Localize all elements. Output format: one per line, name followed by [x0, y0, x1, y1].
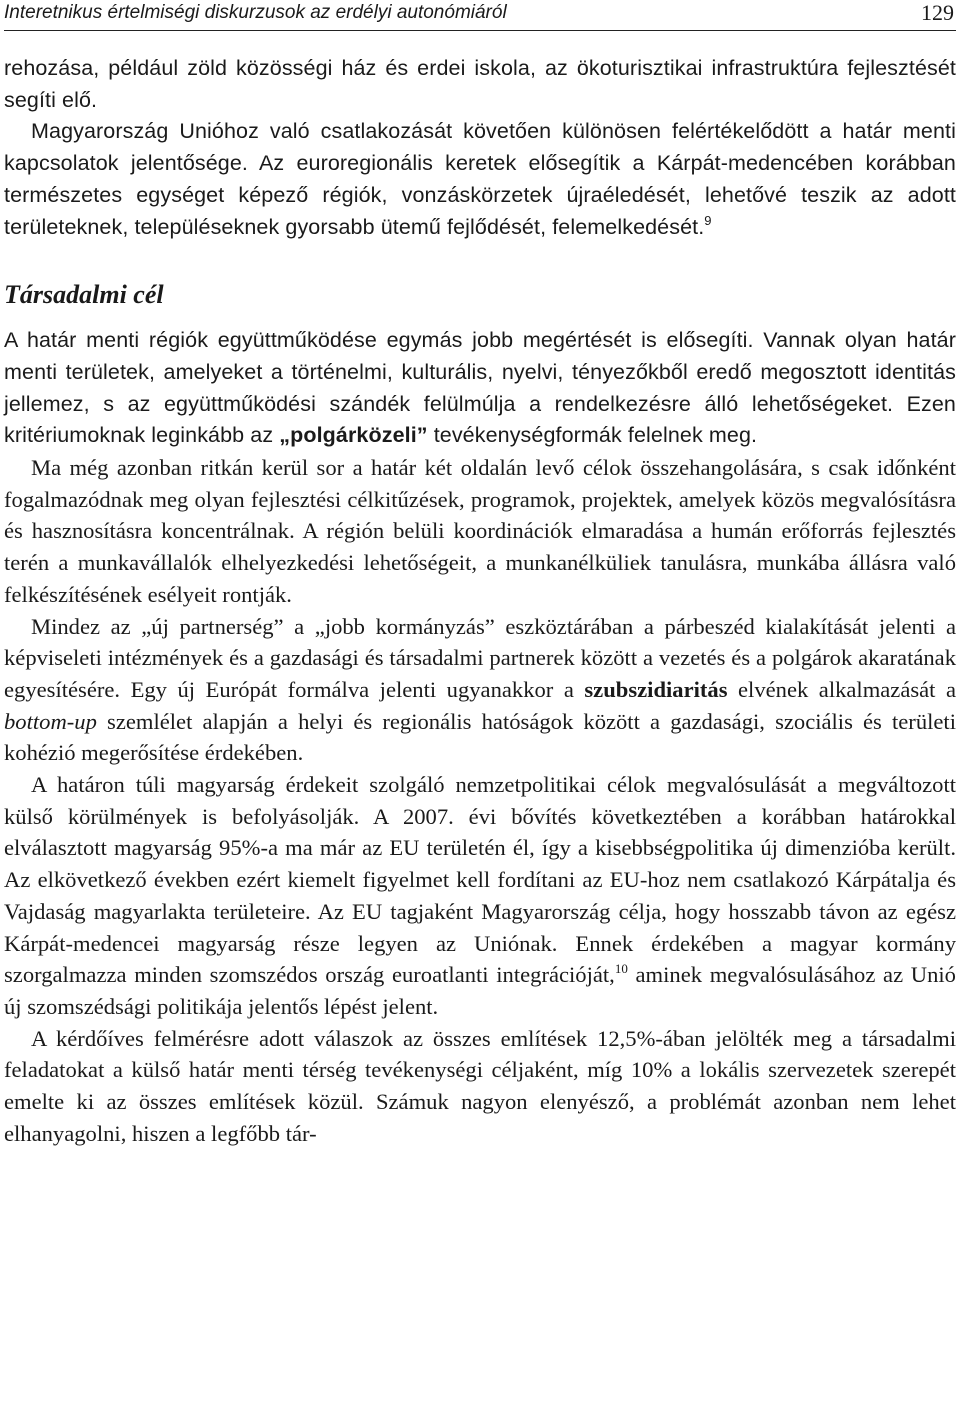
running-header: [4, 0, 956, 31]
paragraph-2: [4, 116, 956, 243]
paragraph-2-text: Magyarország Unióhoz való csatlakozását követően különösen felértékelődött a határ menti kapcsolatok jelentősége. Az euroregionális keretek elősegítik a Kárpát-medencében korábban természetes egységet képező régiók, vonzáskörzetek újraéledését, lehetővé teszik az adott területeknek, településeknek gyorsabb ütemű fejlődését, felemelkedését.: [4, 119, 956, 239]
paragraph-5-tail: szemlélet alapján a helyi és regionális hatóságok között a gazdasági, szociális és területi kohézió megerősítése érdekében.: [4, 708, 956, 766]
page-number: 129: [921, 0, 954, 25]
paragraph-5-text: Mindez az „új partnerség” a „jobb kormányzás” eszköztárában a párbeszéd kialakítását jelenti a képviseleti intézmények és a gazdasági és társadalmi partnerek között a vezetés és a polgárok akaratának egyesítésére. Egy új Európát formálva jelenti ugyanakkor a: [4, 613, 956, 702]
paragraph-5-italic-term: bottom-up: [4, 708, 97, 734]
paragraph-7-text: A kérdőíves felmérésre adott válaszok az összes említések 12,5%-ában jelölték meg a társadalmi feladatokat a külső határ menti térség tevékenységi céljaként, míg 10% a lokális szervezetek szerepét emelte ki az összes említések közül. Számuk nagyon elenyésző, a problémát azonban nem lehet elhanyagolni, hiszen a legfőbb tár-: [4, 1025, 956, 1146]
paragraph-4-text: Ma még azonban ritkán kerül sor a határ két oldalán levő célok összehangolására, s csak időnként fogalmazódnak meg olyan fejlesztési célkitűzések, programok, projektek, amelyek közös megvalósításra és hasznosításra koncentrálnak. A régión belüli koordinációk elmaradása a humán erőforrás fejlesztés terén a munkavállalók elhelyezkedési lehetőségeit, a munkanélküliek tanulásra, munkába állásra való felkészítésének esélyeit rontják.: [4, 455, 956, 607]
paragraph-6: [4, 769, 956, 1023]
body-text: [4, 53, 956, 1150]
paragraph-3-tail: tevékenységformák felelnek meg.: [427, 423, 758, 448]
paragraph-1-text: rehozása, például zöld közösségi ház és erdei iskola, az ökoturisztikai infrastruktúra fejlesztését segíti elő.: [4, 56, 956, 112]
paragraph-1: [4, 53, 956, 116]
paragraph-3-text: Vannak olyan határ menti területek, amelyeket a történelmi, kulturális, nyelvi, tényezőkből eredő megosztott identitás jellemez, s az együttműködési szándék felülmúlja a rendelkezésre álló lehetőségeket. Ezen kritériumoknak leginkább az: [4, 328, 956, 448]
paragraph-6-text: A határon túli magyarság érdekeit szolgáló nemzetpolitikai célok megvalósulását a megváltozott külső körülmények is befolyásolják. A 2007. évi bővítés következtében a korábban határokkal elválasztott magyarság 95%-a ma már az EU területén él, így a kisebbségpolitika új dimenzióba került. Az elkövetkező években ezért kiemelt figyelmet kell fordítani az EU-hoz nem csatlakozó Kárpátalja és Vajdaság magyarlakta területeire. Az EU tagjaként Magyarország célja, hogy hosszabb távon az egész Kárpát-medencei magyarság része legyen az Uniónak. Ennek érdekében a magyar kormány szorgalmazza minden szomszédos ország euroatlanti integrációját,: [4, 772, 956, 988]
section-heading: Társadalmi cél: [4, 280, 164, 310]
paragraph-7: [4, 1023, 956, 1150]
running-title: Interetnikus értelmiségi diskurzusok az erdélyi autonómiáról: [4, 2, 507, 23]
paragraph-5-bold-term: szubszidiaritás: [584, 676, 728, 702]
paragraph-6-tail: aminek megvalósulásához az Unió új szomszédsági politikája jelentős lépést jelent.: [4, 962, 956, 1019]
paragraph-3-lead: A határ menti régiók együttműködése egymás jobb megértését is elősegíti.: [4, 328, 754, 353]
footnote-ref-10: 10: [614, 961, 628, 977]
footnote-ref-9: 9: [704, 212, 712, 228]
paragraph-3-emphasis: „polgárközeli”: [279, 423, 428, 448]
paragraph-5-mid: elvének alkalmazását a: [727, 676, 956, 702]
paragraph-5: [4, 611, 956, 770]
paragraph-4: [4, 452, 956, 611]
paragraph-3: [4, 325, 956, 452]
